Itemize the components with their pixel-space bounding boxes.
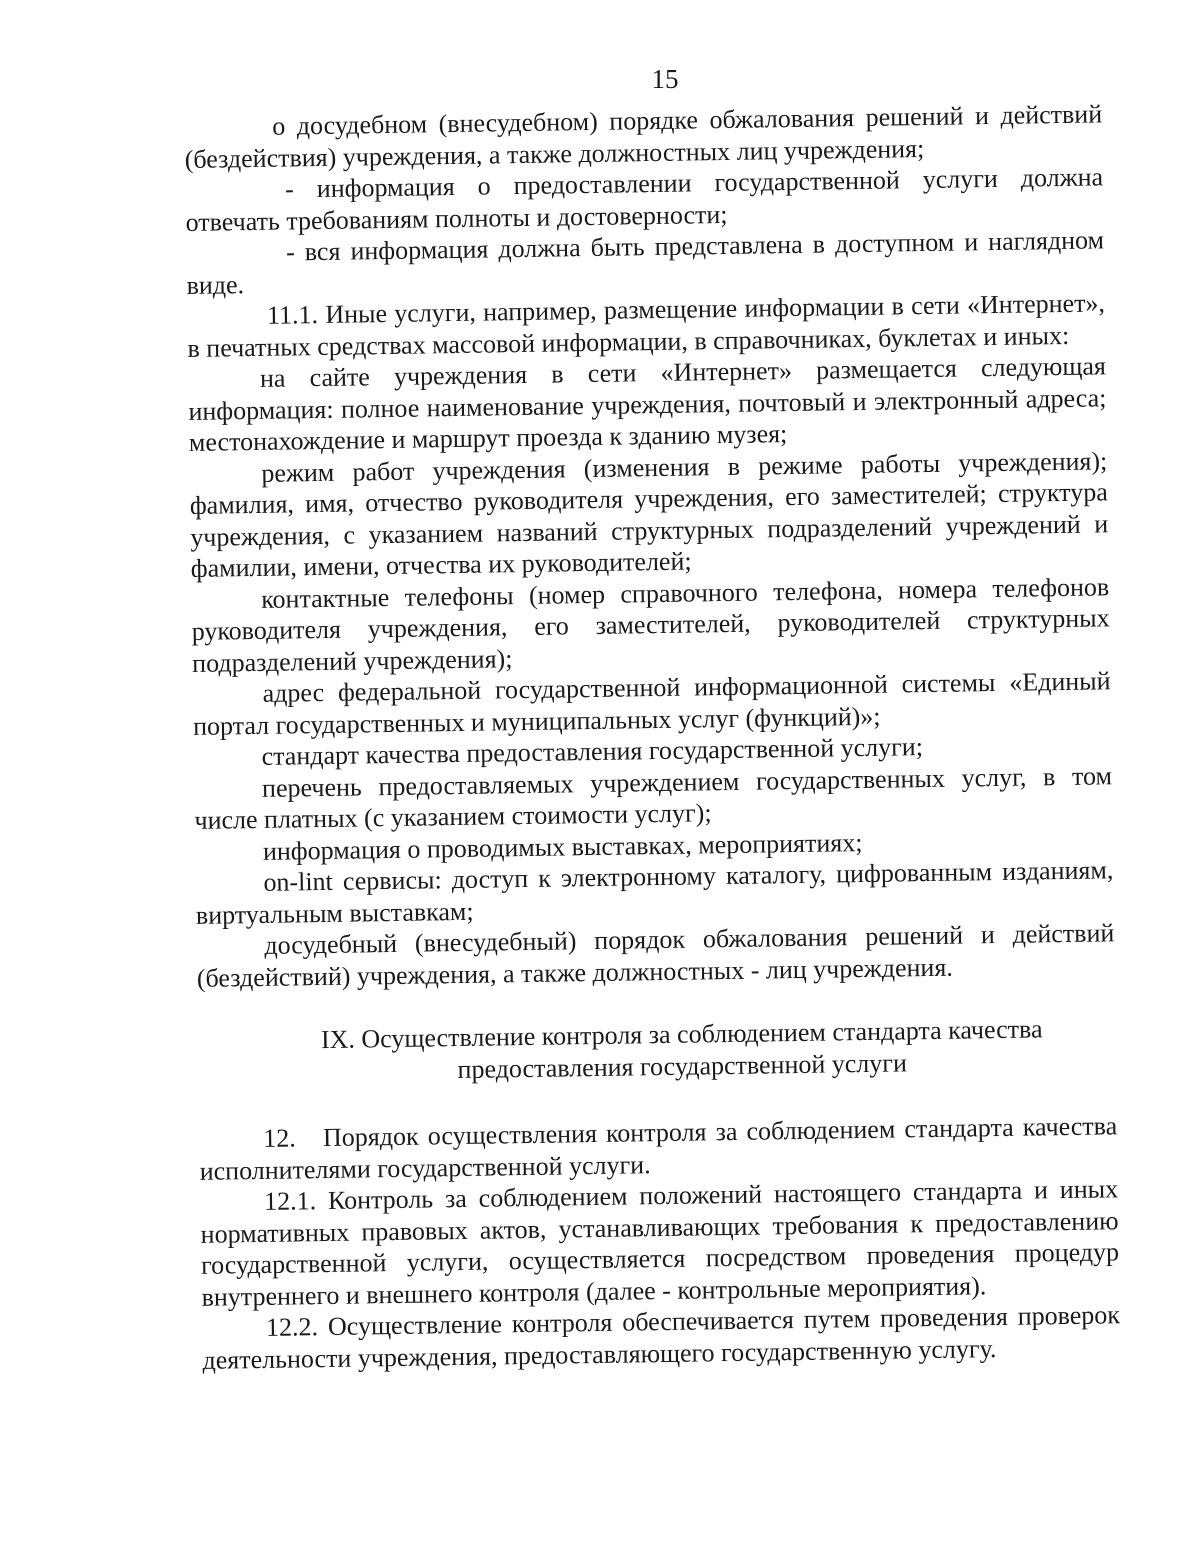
- paragraph: о досудебном (внесудебном) порядке обжалования решений и действий (бездействия) учреждения, а также должностных лиц учреждения;: [184, 99, 1103, 174]
- paragraph: - вся информация должна быть представлена в доступном и наглядном виде.: [186, 225, 1105, 300]
- paragraph: 12.1. Контроль за соблюдением положений настоящего стандарта и иных нормативных правовых актов, устанавливающих требования к предоставлению государственной услуги, осуществляется посредством проведения процедур внутреннего и внешнего контроля (далее - контрольные мероприятия).: [200, 1174, 1120, 1312]
- paragraph: на сайте учреждения в сети «Интернет» размещается следующая информация: полное наименование учреждения, почтовый и электронный адреса; местонахождение и маршрут проезда к зданию музея;: [188, 351, 1107, 457]
- document-body: [184, 98, 1124, 1375]
- paragraph: режим работ учреждения (изменения в режиме работы учреждения); фамилия, имя, отчество руководителя учреждения, его заместителей; структура учреждения, с указанием названий структурных подразделений учреждений и фамилии, имени, отчества их руководителей;: [189, 445, 1109, 583]
- paragraph: перечень предоставляемых учреждением государственных услуг, в том числе платных (с указанием стоимости услуг);: [194, 760, 1113, 835]
- paragraph: досудебный (внесудебный) порядок обжалования решений и действий (бездействий) учреждения, а также должностных - лиц учреждения.: [196, 918, 1115, 993]
- section-heading: [198, 1012, 1117, 1090]
- paragraph: 11.1. Иные услуги, например, размещение информации в сети «Интернет», в печатных средствах массовой информации, в справочниках, буклетах и иных:: [187, 288, 1106, 363]
- paragraph: контактные телефоны (номер справочного телефона, номера телефонов руководителя учреждения, его заместителей, руководителей структурных подразделений учреждения);: [191, 571, 1110, 678]
- page-number: 15: [651, 64, 679, 94]
- paragraph: 12. Порядок осуществления контроля за соблюдением стандарта качества исполнителями государственной услуги.: [199, 1111, 1124, 1186]
- section-heading-line: предоставления государственной услуги: [457, 1048, 908, 1085]
- paragraph: on-lint сервисы: доступ к электронному каталогу, цифрованным изданиям, виртуальным выставкам;: [195, 855, 1114, 930]
- paragraph: информация о проводимых выставках, мероприятиях;: [262, 827, 863, 866]
- paragraph: адрес федеральной государственной информационной системы «Единый портал государственных и муниципальных услуг (функций)»;: [192, 666, 1111, 741]
- paragraph: - информация о предоставлении государственной услуги должна отвечать требованиям полноты и достоверности;: [185, 162, 1104, 237]
- section-heading-line: IX. Осуществление контроля за соблюдением стандарта качества: [320, 1014, 1043, 1055]
- paragraph: стандарт качества предоставления государственной услуги;: [261, 732, 924, 771]
- paragraph: 12.2. Осуществление контроля обеспечивается путем проведения проверок деятельности учреждения, предоставляющего государственную услугу.: [202, 1300, 1121, 1375]
